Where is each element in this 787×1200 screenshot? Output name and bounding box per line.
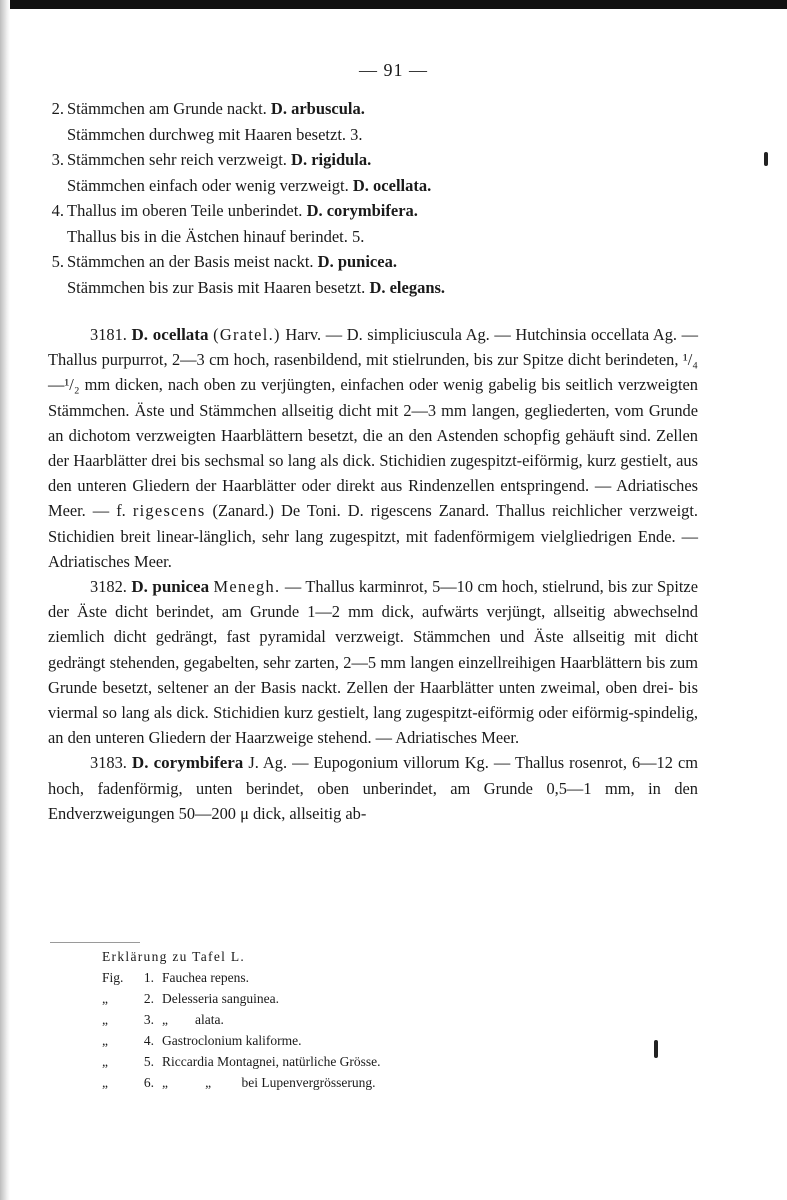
legend-item xyxy=(102,1051,702,1072)
entry-text: — Eupogonium villorum Kg. — Thallus rosenrot, 6—12 cm hoch, fadenförmig, unten berindet, oben unberindet, am Grunde 0,5—1 mm, in den Endverzweigungen 50—200 μ dick, allseitig ab- xyxy=(48,753,698,823)
key-species: D. ocellata. xyxy=(352,175,432,195)
key-text: Stämmchen am Grunde nackt. xyxy=(67,99,267,118)
key-species: D. arbuscula. xyxy=(270,99,365,118)
footnote-divider xyxy=(50,942,140,943)
legend-number: 2. xyxy=(143,991,154,1006)
key-row xyxy=(42,275,742,301)
legend-text: „ alata. xyxy=(162,1012,224,1027)
legend-text: Riccardia Montagnei, natürliche Grösse. xyxy=(162,1054,381,1069)
page-number: — 91 — xyxy=(359,60,428,80)
legend-item xyxy=(102,1072,702,1093)
key-row xyxy=(42,122,742,148)
entry-number: 3183. xyxy=(90,753,127,773)
page-top-edge xyxy=(0,0,787,9)
legend-prefix: „ xyxy=(102,1075,108,1090)
entry-author: Menegh. xyxy=(213,577,281,597)
key-number: 2. xyxy=(51,99,64,118)
legend-text: Gastroclonium kaliforme. xyxy=(162,1033,302,1048)
legend-number: 5. xyxy=(143,1054,154,1069)
key-text: Thallus bis in die Ästchen hinauf berindet. 5. xyxy=(67,226,365,246)
legend-item xyxy=(102,988,702,1009)
entry-text: Harv. — D. simpliciuscula Ag. — Hutchinsia occellata Ag. — Thallus purpurrot, 2—3 cm hoch, rasenbildend, mit stielrunden, bis zur Spitze dicht berindeten, ¹/₄—¹/₂ mm dicken, nach oben zu verjüngten, einfachen oder wenig gabelig bis seitlich verzweigten Stämmchen. Äste und Stämmchen allseitig dicht mit 2—3 mm langen, gegliederten, vom Grunde an dichotom verzweigten Haarblättern besetzt, die an den Astenden schopfig gehäuft sind. Zellen der Haarblätter drei bis sechsmal so lang als dick. Stichidien zugespitzt-eiförmig, kurz gestielt, aus den unteren Gliedern der Haarblätter oder direkt aus Rindenzellen entspringend. — Adriatisches Meer. — f. xyxy=(48,325,699,521)
key-species: D. corymbifera. xyxy=(306,201,418,220)
key-number: 5. xyxy=(51,252,64,271)
entry-species: D. punicea xyxy=(131,577,210,597)
key-text: Stämmchen an der Basis meist nackt. xyxy=(67,252,314,271)
key-row xyxy=(42,224,742,250)
entry-3182 xyxy=(48,574,698,750)
key-number xyxy=(42,275,67,301)
entry-text-continued: (Zanard.) De Toni. D. rigescens Zanard. Thallus reichlicher verzweigt. Stichidien breit linear-länglich, sehr lang zugespitzt, mit fadenförmigem vielgliedrigen Ende. — Adriatisches Meer. xyxy=(48,501,698,571)
ink-smudge xyxy=(764,152,768,166)
legend-prefix: „ xyxy=(102,1054,108,1069)
key-text: Thallus im oberen Teile unberindet. xyxy=(67,201,303,220)
entry-3183 xyxy=(48,750,698,826)
species-descriptions xyxy=(48,322,698,826)
entry-number: 3181. xyxy=(90,325,127,344)
legend-prefix: „ xyxy=(102,1033,108,1048)
legend-item xyxy=(102,1030,702,1051)
legend-item xyxy=(102,1009,702,1030)
entry-variety: rigescens xyxy=(132,501,206,521)
key-number xyxy=(42,173,67,199)
key-number: 4. xyxy=(51,201,64,220)
legend-item xyxy=(102,967,702,988)
legend-text: Delesseria sanguinea. xyxy=(162,991,279,1006)
entry-number: 3182. xyxy=(90,577,127,597)
legend-prefix: „ xyxy=(102,991,108,1006)
legend-title: Erklärung zu Tafel L. xyxy=(102,949,246,964)
key-species: D. punicea. xyxy=(317,252,397,271)
entry-author: (Gratel.) xyxy=(213,325,281,344)
legend-number: 4. xyxy=(143,1033,154,1048)
key-row xyxy=(42,173,742,199)
key-text: Stämmchen bis zur Basis mit Haaren besetzt. xyxy=(67,277,366,297)
key-number xyxy=(42,122,67,148)
key-number xyxy=(42,224,67,250)
entry-species: D. corymbifera xyxy=(131,753,244,773)
key-row xyxy=(42,147,742,173)
legend-prefix: „ xyxy=(102,1012,108,1027)
key-species: D. rigidula. xyxy=(291,150,372,169)
plate-legend xyxy=(102,946,702,1093)
legend-number: 3. xyxy=(143,1012,154,1027)
legend-number: 6. xyxy=(143,1075,154,1090)
key-row xyxy=(42,96,742,122)
legend-prefix: Fig. xyxy=(102,970,124,985)
legend-text: Fauchea repens. xyxy=(162,970,249,985)
page-left-edge xyxy=(0,0,10,1200)
entry-species: D. ocellata xyxy=(131,325,209,344)
legend-number: 1. xyxy=(143,970,154,985)
entry-3181 xyxy=(48,322,698,574)
key-number: 3. xyxy=(51,150,64,169)
identification-key xyxy=(42,96,742,300)
entry-author: J. Ag. xyxy=(248,753,288,773)
legend-text: „ „ bei Lupenvergrösserung. xyxy=(162,1075,376,1090)
key-species: D. elegans. xyxy=(369,277,446,297)
key-text: Stämmchen sehr reich verzweigt. xyxy=(67,150,287,169)
key-text: Stämmchen einfach oder wenig verzweigt. xyxy=(67,175,349,195)
key-row xyxy=(42,198,742,224)
key-row xyxy=(42,249,742,275)
entry-text: — Thallus karminrot, 5—10 cm hoch, stielrund, bis zur Spitze der Äste dicht berindet, am Grunde 1—2 mm dick, aufwärts verjüngt, allseitig abwechselnd ziemlich dicht gedrängt, fast pyramidal verzweigt. Stämmchen und Äste allseitig mit dicht gedrängt stehenden, gegabelten, sehr zarten, 2—5 mm langen einzellreihigen Haarblättern bis zum Grunde besetzt, seltener an der Basis nackt. Zellen der Haarblätter unten zweimal, oben drei- bis viermal so lang als dick. Stichidien kurz gestielt, lang zugespitzt-eiförmig oder eiförmig-spindelig, an den unteren Gliedern der Haarzweige stehend. — Adriatisches Meer. xyxy=(48,577,698,748)
key-text: Stämmchen durchweg mit Haaren besetzt. 3. xyxy=(67,124,363,144)
